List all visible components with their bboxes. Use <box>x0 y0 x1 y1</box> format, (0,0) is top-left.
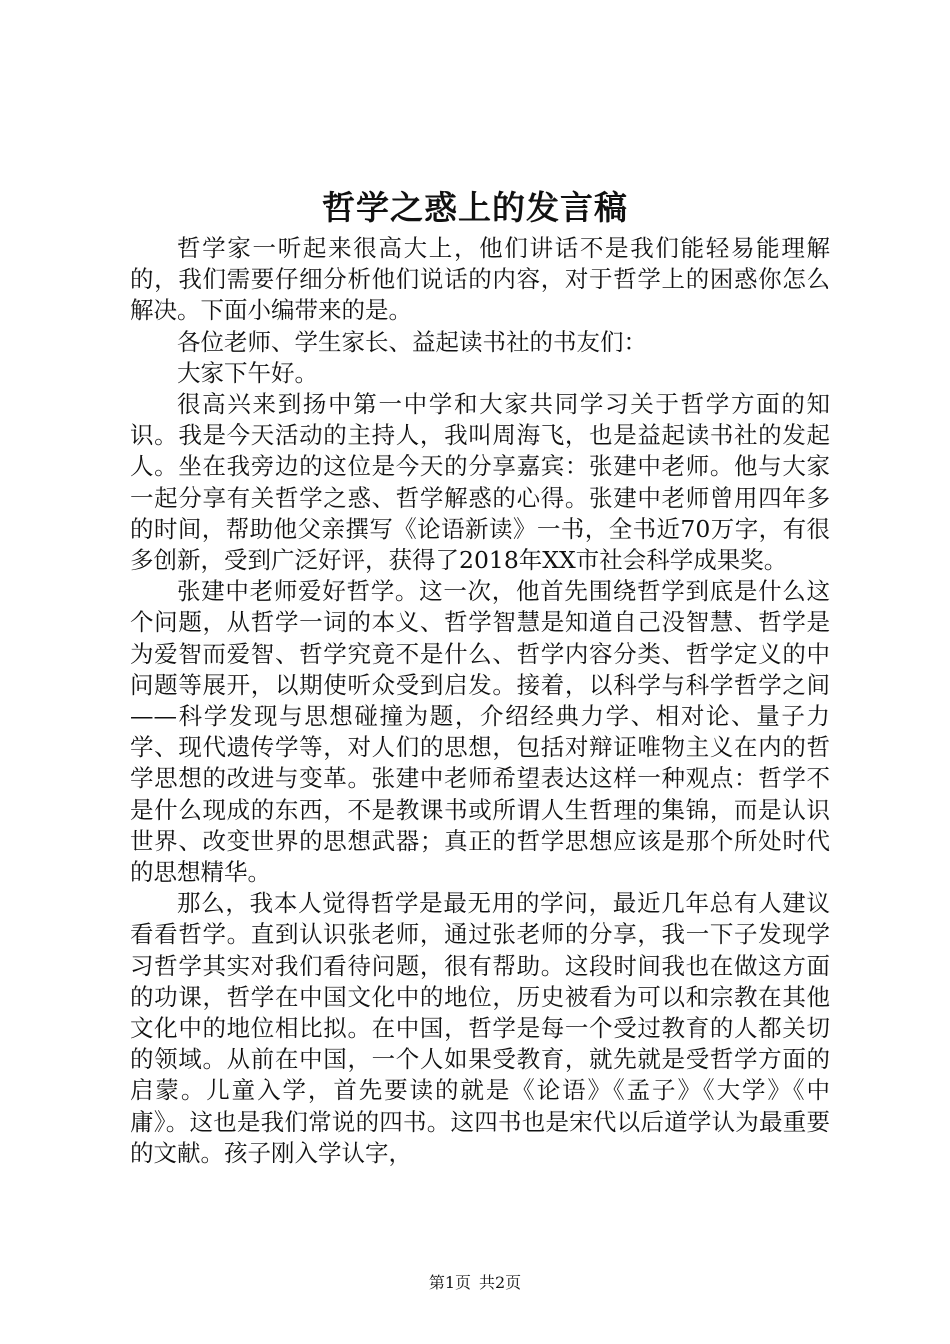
page-total: 共2页 <box>479 1273 522 1292</box>
paragraph-host-introduction: 很高兴来到扬中第一中学和大家共同学习关于哲学方面的知识。我是今天活动的主持人，我叫周海飞，也是益起读书社的发起人。坐在我旁边的这位是今天的分享嘉宾：张建中老师。他与大家一起分享有关哲学之惑、哲学解惑的心得。张建中老师曾用四年多的时间，帮助他父亲撰写《论语新读》一书，全书近70万字，有很多创新，受到广泛好评，获得了2018年XX市社会科学成果奖。 <box>130 390 830 575</box>
paragraph-salutation: 各位老师、学生家长、益起读书社的书友们： <box>177 327 647 356</box>
paragraph-speaker-topics: 张建中老师爱好哲学。这一次，他首先围绕哲学到底是什么这个问题，从哲学一词的本义、哲学智慧是知道自己没智慧、哲学是为爱智而爱智、哲学究竟不是什么、哲学内容分类、哲学定义的中问题等展开，以期使听众受到启发。接着，以科学与科学哲学之间——科学发现与思想碰撞为题，介绍经典力学、相对论、量子力学、现代遗传学等，对人们的思想，包括对辩证唯物主义在内的哲学思想的改进与变革。张建中老师希望表达这样一种观点：哲学不是什么现成的东西，不是教课书或所谓人生哲理的集锦，而是认识世界、改变世界的思想武器；真正的哲学思想应该是那个所处时代的思想精华。 <box>130 577 830 887</box>
paragraph-personal-view: 那么，我本人觉得哲学是最无用的学问，最近几年总有人建议看看哲学。直到认识张老师，通过张老师的分享，我一下子发现学习哲学其实对我们看待问题，很有帮助。这段时间我也在做这方面的功课，哲学在中国文化中的地位，历史被看为可以和宗教在其他文化中的地位相比拟。在中国，哲学是每一个受过教育的人都关切的领域。从前在中国，一个人如果受教育，就先就是受哲学方面的启蒙。儿童入学，首先要读的就是《论语》《孟子》《大学》《中庸》。这也是我们常说的四书。这四书也是宋代以后道学认为最重要的文献。孩子刚入学认字， <box>130 889 830 1167</box>
page-number: 第1页 <box>428 1273 471 1292</box>
document-body <box>130 233 830 1169</box>
paragraph-greeting: 大家下午好。 <box>177 358 318 387</box>
page-footer <box>0 1272 950 1294</box>
paragraph-intro: 哲学家一听起来很高大上，他们讲话不是我们能轻易能理解的，我们需要仔细分析他们说话的内容，对于哲学上的困惑你怎么解决。下面小编带来的是。 <box>130 234 830 325</box>
document-title: 哲学之惑上的发言稿 <box>322 188 628 227</box>
